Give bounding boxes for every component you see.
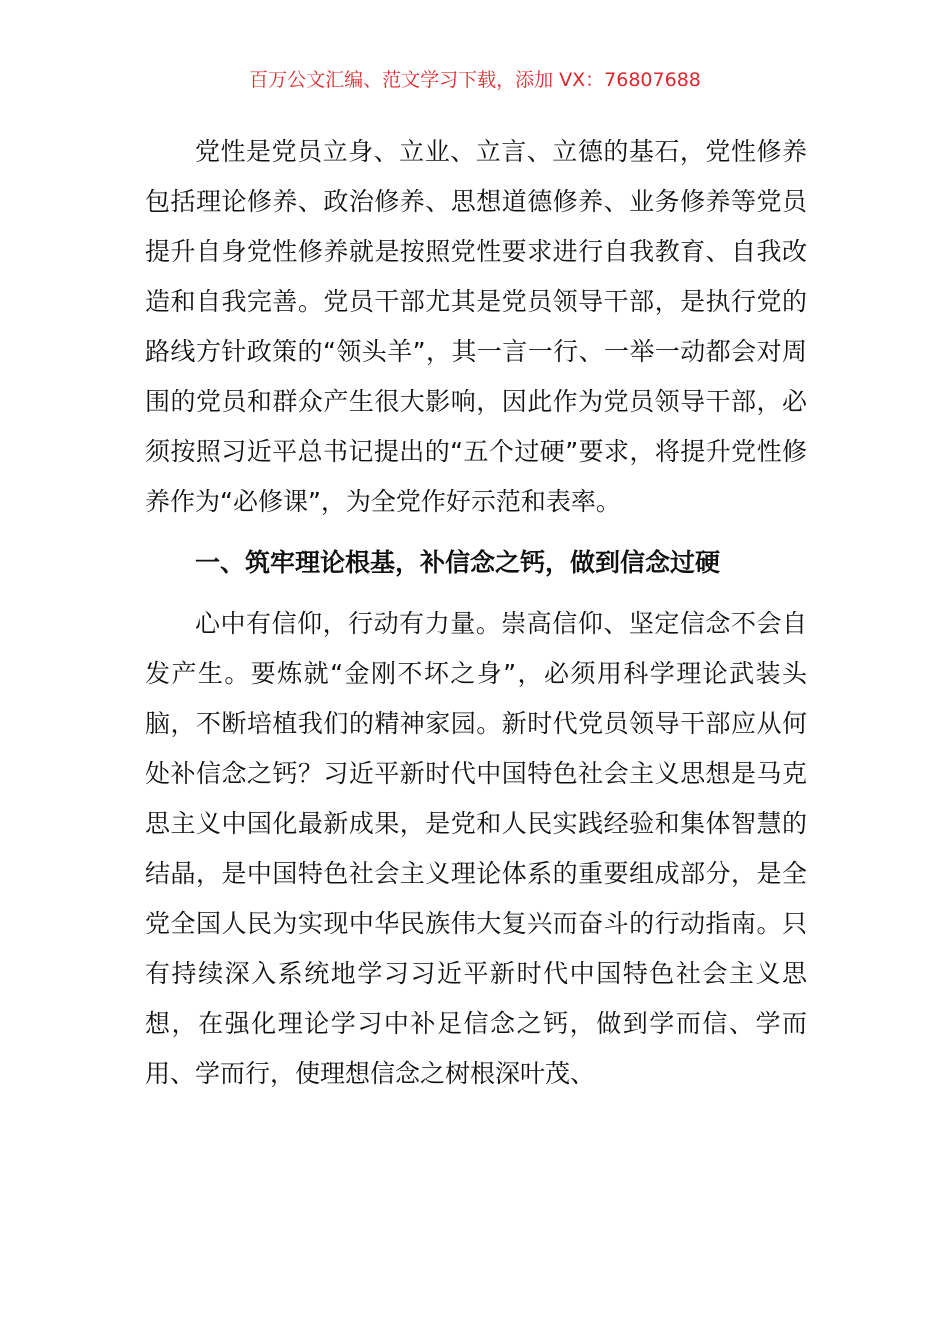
header-watermark-text: 百万公文汇编、范文学习下载，添加 VX：76807688 <box>249 69 701 91</box>
document-body <box>145 127 807 1099</box>
intro-paragraph: 党性是党员立身、立业、立言、立德的基石，党性修养包括理论修养、政治修养、思想道德修养、业务修养等党员提升自身党性修养就是按照党性要求进行自我教育、自我改造和自我完善。党员干部尤其是党员领导干部，是执行党的路线方针政策的“领头羊”，其一言一行、一举一动都会对周围的党员和群众产生很大影响，因此作为党员领导干部，必须按照习近平总书记提出的“五个过硬”要求，将提升党性修养作为“必修课”，为全党作好示范和表率。 <box>145 137 807 516</box>
section-1-paragraph: 心中有信仰，行动有力量。崇高信仰、坚定信念不会自发产生。要炼就“金刚不坏之身”，必须用科学理论武装头脑，不断培植我们的精神家园。新时代党员领导干部应从何处补信念之钙？习近平新时代中国特色社会主义思想是马克思主义中国化最新成果，是党和人民实践经验和集体智慧的结晶，是中国特色社会主义理论体系的重要组成部分，是全党全国人民为实现中华民族伟大复兴而奋斗的行动指南。只有持续深入系统地学习习近平新时代中国特色社会主义思想，在强化理论学习中补足信念之钙，做到学而信、学而用、学而行，使理想信念之树根深叶茂、 <box>145 609 807 1088</box>
section-1-heading: 一、筑牢理论根基，补信念之钙，做到信念过硬 <box>195 548 721 577</box>
